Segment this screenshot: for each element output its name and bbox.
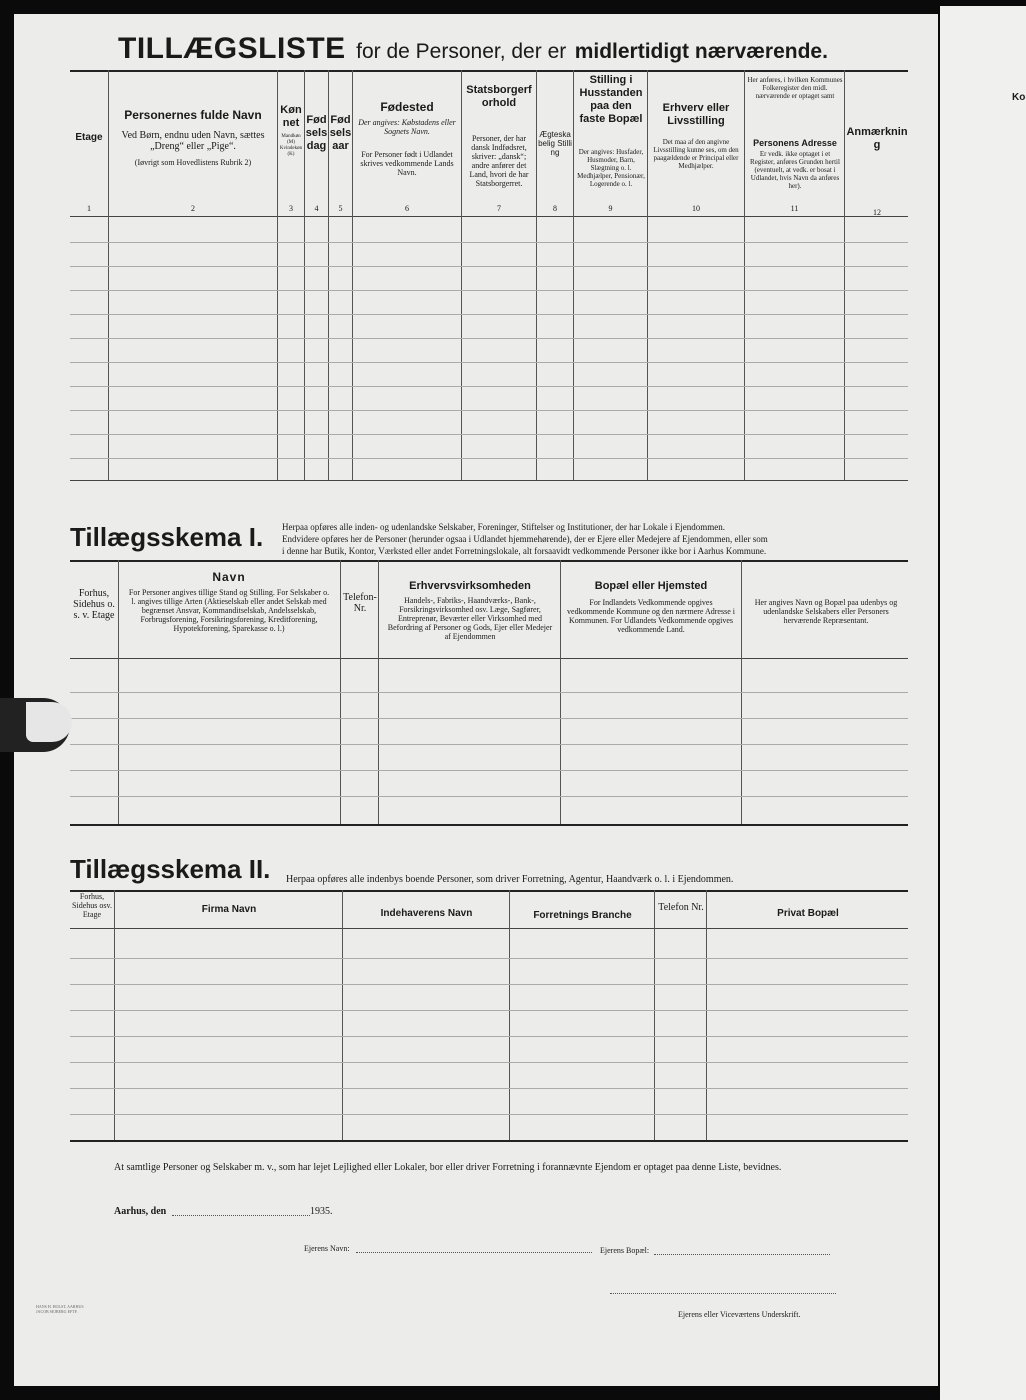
col-foedested-sub1: Der angives: Købstadens eller Sognets Navn.	[358, 118, 456, 136]
form-page	[14, 14, 938, 1386]
title-end: midlertidigt nærværende.	[574, 40, 828, 63]
col-aegteskab-title: Ægteskabelig Stilling	[538, 130, 572, 157]
col-koennet-sub: Mandkøn (M) Kvindekøn (K)	[279, 134, 303, 157]
adjacent-page	[940, 6, 1026, 1400]
printer-imprint: HANS H. HOLST, AARHUS JACOB SEJBERG EFTF.	[36, 1304, 84, 1314]
footer-signature-label: Ejerens eller Viceværtens Underskrift.	[678, 1310, 801, 1319]
col-etage-title: Etage	[75, 132, 103, 143]
adjacent-page-text: Ko	[1012, 92, 1026, 103]
col-11-num: 11	[790, 204, 799, 213]
col-statsborger-sub: Personer, der har dansk Indfødsret, skriver: „dansk“; andre anfører det Land, hvori de har Statsborgerret.	[469, 134, 529, 188]
col-adresse-sub1: Her anføres, i hvilken Kommunes Folkeregister den midl. nærværende er optaget samt	[747, 76, 843, 100]
skema1-col-bopael-title: Bopæl eller Hjemsted	[594, 580, 708, 592]
skema2-col-indehaver: Indehaverens Navn	[380, 908, 473, 919]
skema2-title: Tillægsskema II.	[70, 854, 271, 884]
skema1-intro-3: i denne har Butik, Kontor, Værksted eller andet Forretningslokale, alt forsaavidt vedkommende Personer ikke bor i Aarhus Kommune.	[282, 546, 767, 556]
col-9-num: 9	[608, 204, 613, 213]
skema2-intro: Herpaa opføres alle indenbys boende Personer, som driver Forretning, Agentur, Haandværk o. l. i Ejendommen.	[286, 874, 734, 885]
col-adresse-sub2: Er vedk. ikke optaget i et Register, anføres Grunden hertil (eventuelt, at vedk. er bosat i Udlandet, hvis Navn da anføres her).	[750, 150, 840, 190]
footer-owner-address-label: Ejerens Bopæl:	[600, 1246, 650, 1255]
col-12-num: 12	[873, 208, 881, 217]
col-erhverv-sub: Det maa af den angivne Livsstilling kunne ses, om den paagældende er Principal eller Medhjælper.	[653, 138, 739, 170]
skema1-intro-1: Herpaa opføres alle inden- og udenlandske Selskaber, Foreninger, Stiftelser og Institutioner, der har Lokale i Ejendommen.	[282, 522, 726, 532]
col-4-num: 4	[314, 204, 319, 213]
skema2-col-telefon: Telefon Nr.	[658, 902, 704, 913]
col-5-num: 5	[338, 204, 343, 213]
skema1-col-erhverv-sub: Handels-, Fabriks-, Haandværks-, Bank-, Forsikringsvirksomhed osv. Læge, Sagfører, Entreprenør, Beværter eller Virksomhed med Befordring af Personer og Gods, Ejer eller Medejer af Ejendommen	[387, 596, 553, 641]
col-8-num: 8	[553, 204, 557, 213]
tillaegsliste-title	[118, 32, 938, 66]
footer-year: 1935.	[310, 1206, 333, 1217]
skema2-col-branche: Forretnings Branche	[533, 910, 632, 921]
skema1-col-navn-title: Navn	[212, 570, 246, 584]
title-bold: TILLÆGSLISTE	[118, 32, 346, 65]
col-erhverv-title: Erhverv eller Livsstilling	[662, 102, 730, 127]
col-navn-title: Personernes fulde Navn	[124, 108, 262, 122]
col-6-num: 6	[405, 204, 409, 213]
col-navn-sub1: Ved Børn, endnu uden Navn, sættes „Dreng“ eller „Pige“.	[121, 130, 265, 152]
skema1-col-telefon: Telefon-Nr.	[343, 592, 377, 614]
skema1-intro-2: Endvidere opføres her de Personer (herunder ogsaa i Udlandet hjemmehørende), der er Ejere eller Medejere af Ejendommen, eller som	[282, 534, 768, 544]
skema1-col-navn-sub: For Personer angives tillige Stand og Stilling. For Selskaber o. l. angives tillige Arten (Aktieselskab eller andet Selskab med begrænset Ansvar, Kommanditselskab, Andelsselskab, Forbrugsforening, Forsikringsforening, Kreditforening, Hypotekforening, Sparekasse o. l.)	[128, 588, 330, 633]
col-foedested-title: Fødested	[380, 100, 434, 114]
skema2-col-etage: Forhus, Sidehus osv. Etage	[72, 892, 112, 919]
col-10-num: 10	[692, 204, 700, 213]
skema1-col-bopael-sub: For Indlandets Vedkommende opgives vedkommende Kommune og den nærmere Adresse i Kommunen. For Udlandets Vedkommende opgives vedkommende Land.	[567, 598, 735, 634]
skema1-col-erhverv-title: Erhvervsvirksomheden	[409, 580, 531, 592]
thumbnail-glint	[26, 702, 72, 742]
footer-place: Aarhus, den	[114, 1206, 167, 1217]
col-adresse-title: Personens Adresse	[753, 138, 837, 148]
col-foedselsdag-title: Fødselsdag	[305, 114, 328, 152]
footer-attest: At samtlige Personer og Selskaber m. v., som har lejet Lejlighed eller Lokaler, bor eller driver Forretning i forannævnte Ejendom er optaget paa denne Liste, bevidnes.	[114, 1162, 782, 1173]
skema1-col-etage: Forhus, Sidehus o. s. v. Etage	[73, 588, 115, 621]
skema1-title: Tillægsskema I.	[70, 522, 264, 552]
col-3-num: 3	[289, 204, 293, 213]
skema2-col-firma: Firma Navn	[201, 904, 257, 915]
col-stilling-title: Stilling i Husstanden paa den faste Bopæl	[579, 74, 643, 125]
col-2-num: 2	[191, 204, 195, 213]
col-stilling-sub: Der angives: Husfader, Husmoder, Barn, Slægtning o. l. Medhjælper, Pensionær, Logerende o. l.	[577, 148, 645, 188]
col-foedested-sub2: For Personer født i Udlandet skrives vedkommende Lands Navn.	[360, 150, 454, 177]
col-7-num: 7	[497, 204, 501, 213]
col-1-num: 1	[87, 204, 91, 213]
col-foedselsaar-title: Fødselsaar	[329, 114, 352, 152]
footer-owner-name-label: Ejerens Navn:	[304, 1244, 350, 1253]
skema1-col-repr-sub: Her angives Navn og Bopæl paa udenbys og udenlandske Selskabers eller Personers herværende Repræsentant.	[754, 598, 898, 625]
col-statsborger-title: Statsborgerforhold	[466, 84, 532, 109]
title-normal: for de Personer, der er	[356, 40, 567, 63]
col-navn-sub2: (Iøvrigt som Hovedlistens Rubrik 2)	[134, 158, 252, 167]
col-koennet-title: Kønnet	[280, 104, 302, 129]
skema2-col-privat: Privat Bopæl	[777, 908, 839, 919]
col-anmaerkning-title: Anmærkning	[846, 126, 908, 151]
